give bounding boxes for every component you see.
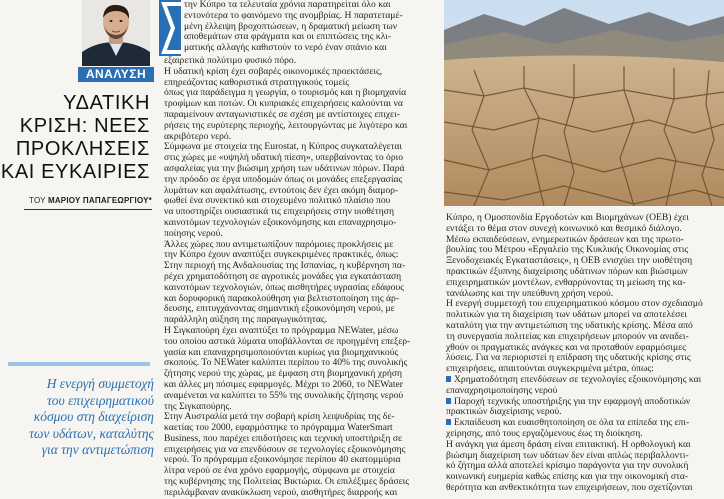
text-line: Σύμφωνα με στοιχεία της Eurostat, η Κύπρος συγκαταλέγεται [164, 142, 402, 153]
drop-cap [159, 0, 181, 56]
pull-quote [4, 376, 154, 459]
left-column [0, 0, 158, 490]
author-photo [82, 0, 150, 66]
pull-quote-line: για την αντιμετώπιση [41, 442, 154, 457]
headline-line: ΠΡΟΚΛΗΣΕΙΣ [15, 138, 150, 160]
text-line: πολιτικών για τη διαχείριση των υδάτων μπορεί να αποτελέσει [446, 310, 687, 321]
text-line: Η υδατική κρίση έχει σοβαρές οικονομικές προεκτάσεις, [164, 66, 383, 77]
text-line: ασφαλείας για την βιώσιμη χρήση των υδάτινων πόρων. Παρά [164, 163, 405, 174]
text-line: και δορυφορική παρακολούθηση για βελτιστοποίηση της άρ- [164, 293, 400, 304]
byline-divider [24, 209, 152, 210]
text-line: αποθεμάτων στα φράγματα και οι επιπτώσεις της κλι- [184, 32, 392, 43]
text-line: τη συνεργασία πολιτείας και επιχειρήσεων μπορούν να αναδει- [446, 331, 689, 342]
headline-line: ΚΡΙΣΗ: ΝΕΕΣ [19, 115, 150, 137]
text-line: καταλύτη για την αντιμετώπιση της υδατικής κρίσης. Μέσα από [446, 320, 693, 331]
byline [24, 196, 152, 205]
text-line: Η ενεργή συμμετοχή του επιχειρηματικού κόσμου στον σχεδιασμό [446, 299, 703, 310]
text-line: αναμένεται να καλύπτει το 55% της συνολικής ζήτησης νερού [164, 390, 404, 401]
text-line: γασία και επαναχρησιμοποιούνται κυρίως για βιομηχανικούς [164, 347, 399, 358]
text-line: εξαιρετικά πολύτιμο φυσικό πόρο. [164, 56, 297, 66]
text-line: ματικής αλλαγής καθιστούν το νερό έναν σπάνιο και [184, 43, 387, 54]
text-line: Κύπρο, η Ομοσπονδία Εργοδοτών και Βιομηχάνων (ΟΕΒ) έχει [446, 213, 689, 223]
text-line: σκοπούς. Το NEWater καλύπτει περίπου το 40% της συνολικής [164, 358, 408, 369]
text-line: επιχειρήσεις για να επενδύσουν σε τεχνολογίες εξοικονόμησης [164, 444, 406, 455]
text-line: ακριβότερο νερό. [164, 131, 232, 142]
text-line: βιώσιμη διαχείριση των υδάτων δεν είναι απλώς περιβαλλοντι- [446, 450, 689, 461]
text-line: μένη έλλειψη βροχοπτώσεων, η δραματική μείωση των [184, 21, 398, 32]
text-line: ζήτησης νερού της χώρας, με έμφαση στη βιομηχανική χρήση [164, 369, 403, 380]
text-line: τροφίμων και ποτών. Οι κυπριακές επιχειρήσεις καλούνται να [164, 99, 403, 110]
text-line: θερότητα και ανθεκτικότητα των επιχειρήσεων, που σχετίζονται [446, 482, 693, 493]
text-line: κό ζήτημα αλλά αποτελεί κρίσιμο παράγοντα για την συνολική [446, 461, 689, 472]
text-line: Μέσω εκπαιδεύσεων, ενημερωτικών δράσεων και της πρωτο- [446, 234, 684, 245]
pull-quote-line: του επιχειρηματικού [46, 392, 154, 408]
section-label: ΑΝΑΛΥΣΗ [78, 67, 154, 82]
text-line: Στην Αυστραλία μετά την σοβαρή κρίση λειψυδρίας της δε- [164, 412, 395, 423]
text-line: Business, που παρέχει επιδοτήσεις και τεχνική υποστήριξη σε [164, 433, 403, 444]
text-line: λίτρα νερού σε ένα χρόνο εφαρμογής, σύμφωνα με στοιχεία [164, 466, 395, 477]
text-line: της κυβέρνησης της Πολιτείας Βικτώρια. Οι επιλέξιμες δράσεις [164, 477, 410, 488]
text-line: κοινωνική ευημερία καθώς επίσης και για την οικονομική στα- [446, 472, 689, 483]
text-line: λυμάτων και αφαλάτωσης, εντούτοις δεν έχει ακόμη διαμορ- [164, 185, 399, 196]
article-column-1 [164, 56, 440, 499]
bullet-item: Χρηματοδότηση επενδύσεων σε τεχνολογίες εξοικονόμησης και [446, 375, 718, 386]
drought-photo [444, 0, 724, 206]
text-line: χείρησης, από τους εργαζόμενους έως τη διοίκηση. [446, 428, 643, 439]
pull-quote-line: των υδάτων, καταλύτης [29, 425, 154, 441]
text-line: πρακτικών διαχείρισης νερού. [446, 407, 562, 418]
text-line: χθούν οι πραγματικές ανάγκες και να προταθούν εφαρμόσιμες [446, 342, 686, 353]
text-line: νερού. Το πρόγραμμα εξοικονόμησε περίπου 40 εκατομμύρια [164, 455, 401, 466]
text-line: να υποστηρίζει ουσιαστικά τις επιχειρήσεις στην υιοθέτηση [164, 207, 394, 218]
text-line: όπως για παράδειγμα η γεωργία, ο τουρισμός και η βιομηχανία [164, 88, 407, 99]
text-line: εντάξει το θέμα στον συνεχή κοινωνικό και θεσμικό διάλογο. [446, 223, 682, 234]
bullet-item: Εκπαίδευση και ευαισθητοποίηση σε όλα τα επίπεδα της επι- [446, 418, 718, 429]
text-line: λύσεις. Για να περιοριστεί η επίδραση της υδατικής κρίσης στις [446, 353, 691, 364]
byline-author: ΜΑΡΙΟΥ ΠΑΠΑΓΕΩΡΓΙΟΥ* [47, 196, 152, 205]
pull-quote-line: Η ενεργή συμμετοχή [46, 376, 154, 391]
text-line: καινοτόμων τεχνολογιών εξοικονόμησης και επαναχρησιμο- [164, 217, 397, 228]
bullet-item: Παροχή τεχνικής υποστήριξης για την εφαρμογή αποδοτικών [446, 397, 718, 408]
text-line: επιχειρήσεις, απαιτούνται συγκεκριμένα μέτρα, όπως: [446, 364, 654, 375]
text-line: την Κύπρο τα τελευταία χρόνια παρατηρείται όλο και [184, 0, 391, 10]
text-line: την πρόοδο σε έργα υποδομών όπως οι μονάδες επεξεργασίας [164, 174, 403, 185]
text-line: εντονότερα το φαινόμενο της ανομβρίας. Η παρατεταμέ- [184, 10, 403, 21]
article-headline [0, 92, 150, 184]
text-line: καινοτόμων τεχνολογιών, όπως αισθητήρες υγρασίας εδάφους [164, 282, 405, 293]
pull-quote-rule [8, 362, 150, 366]
text-line: ποίησης νερού. [164, 228, 223, 239]
article-column-2 [446, 213, 718, 494]
text-line: ρέχει χρηματοδότηση σε αγροτικές μονάδες για εγκατάσταση [164, 271, 402, 282]
text-line: Άλλες χώρες που αντιμετωπίζουν παρόμοιες προκλήσεις με [164, 239, 394, 250]
text-line: βουλίας του Μέτρου «Εργαλείο της Κυκλικής Οικονομίας στις [446, 245, 689, 256]
text-line: παράλληλη αύξηση της παραγωγικότητας. [164, 315, 328, 326]
text-line: και άλλες μη πόσιμες εφαρμογές. Μέχρι το 2060, το NEWater [164, 379, 403, 390]
text-line: περιλάμβαναν ανακύκλωση νερού, αισθητήρες διαρροής και [164, 487, 398, 498]
byline-prefix: ΤΟΥ [29, 196, 46, 205]
text-line: φωθεί ένα συνεκτικό και στοχευμένο πολιτικό πλαίσιο που [164, 196, 391, 207]
headline-line: ΚΑΙ ΕΥΚΑΙΡΙΕΣ [0, 161, 150, 183]
text-line: Η ανάγκη για άμεση δράση είναι επιτακτική. Η ορθολογική και [446, 439, 691, 450]
text-line: τανάλωσης και την υπεύθυνη χρήση νερού. [446, 288, 614, 299]
text-line: επηρεάζοντας καθοριστικά στρατηγικούς τομείς [164, 77, 349, 88]
headline-line: ΥΔΑΤΙΚΗ [63, 92, 150, 114]
text-line: επαναχρησιμοποίησης νερού [446, 385, 558, 396]
article-column-1-intro [184, 0, 440, 54]
text-line: επιχειρηματικών μοντέλων, ενθαρρύνοντας τη μείωση της κα- [446, 277, 686, 288]
text-line: του οποίου αστικά λύματα υποβάλλονται σε προηγμένη επεξερ- [164, 336, 411, 347]
pull-quote-line: κόσμου στη διαχείριση [33, 409, 154, 424]
text-line: την Κύπρο έχουν αναπτύξει συγκεκριμένες πρακτικές, όπως: [164, 250, 399, 261]
text-line: Στην περιοχή της Ανδαλουσίας της Ισπανίας, η κυβέρνηση πα- [164, 261, 406, 272]
text-line: της Σιγκαπούρης. [164, 401, 232, 412]
text-line: δευσης, επιτυγχάνοντας σημαντική εξοικονόμηση νερού, με [164, 304, 395, 315]
text-line: Ξενοδοχειακές Εγκαταστάσεις», η ΟΕΒ ενισχύει την υιοθέτηση [446, 256, 693, 267]
text-line: ρήσεις της ευρύτερης περιοχής, λειτουργώντας με λιγότερο και [164, 120, 408, 131]
text-line: παραμείνουν ανταγωνιστικές σε σχέση με αντίστοιχες επιχει- [164, 109, 400, 120]
text-line: πρακτικών έξυπνης διαχείρισης υδάτινων πόρων και βιώσιμων [446, 266, 688, 277]
text-line: καετίας του 2000, εφαρμόστηκε το πρόγραμμα WaterSmart [164, 423, 393, 434]
text-line: Η Σιγκαπούρη έχει αναπτύξει το πρόγραμμα NEWater, μέσω [164, 325, 399, 336]
text-line: στις χώρες με «υψηλή υδατική πίεση», υπερβαίνοντας το όριο [164, 153, 403, 164]
